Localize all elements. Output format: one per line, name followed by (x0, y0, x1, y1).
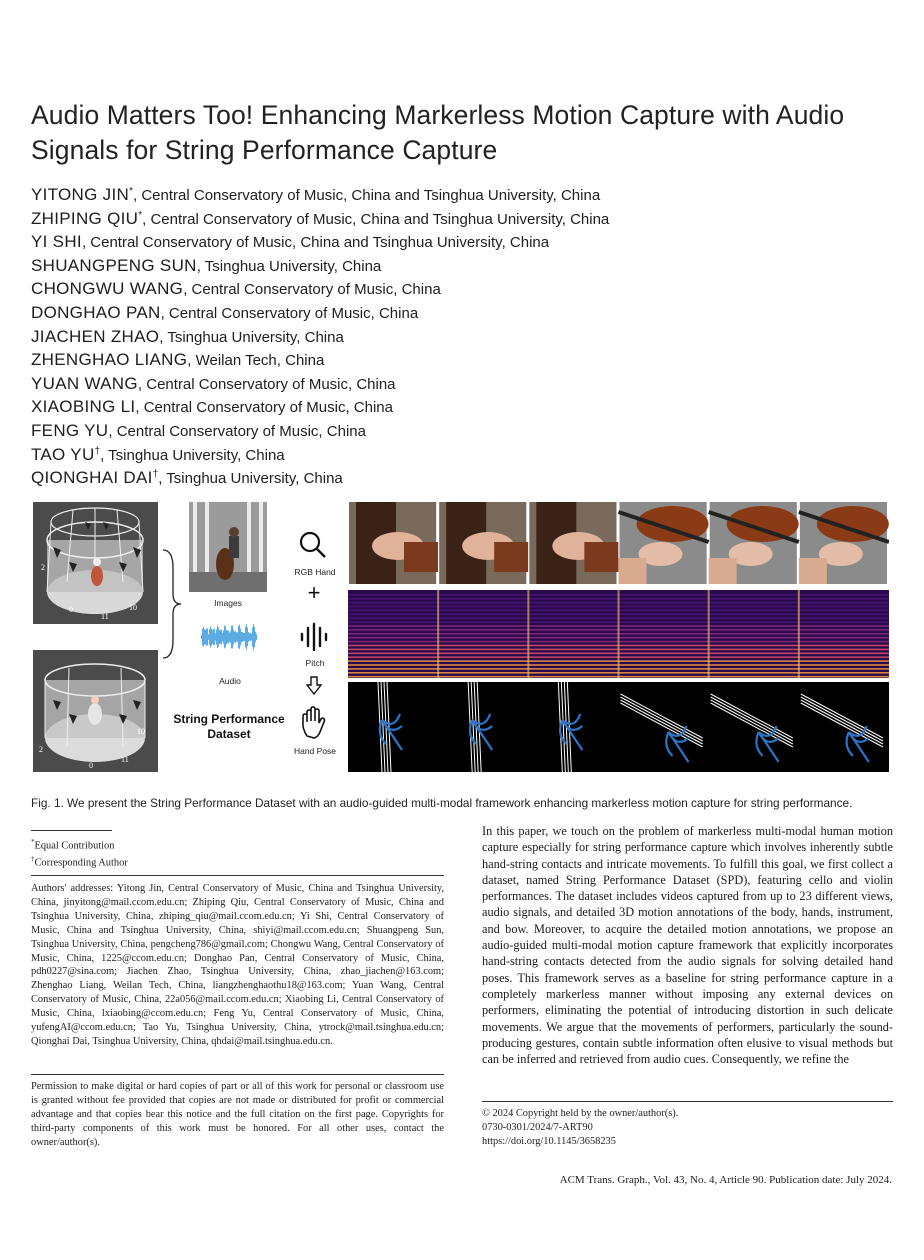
author-entry (31, 392, 911, 416)
issn-line: 0730-0301/2024/7-ART90 (482, 1121, 593, 1133)
author-name: ZHENGHAO LIANG (31, 350, 188, 370)
audio-waveform (201, 612, 259, 662)
sound-wave-icon (299, 622, 329, 652)
abstract-body: In this paper, we touch on the problem of markerless multi-modal human motion capture especially for string performance capture which involves inherently subtle hand-string contacts and intricate movements. To fulfill this goal, we first collect a dataset, named String Performance Dataset (SPD), featuring cello and violin performances. The dataset includes videos captured from up to 23 different views, audio signals, and detailed 3D motion annotations of the body, hands, instrument, and bow. Moreover, to acquire the detailed motion annotations, we propose an audio-guided multi-modal motion capture framework that explicitly incorporates hand-string contacts detected from the audio signals for solving detailed hand poses. This framework serves as a baseline for string performance capture in a completely markerless manner without imposing any external devices on performers, eliminating the potential of introducing distortion in such delicate movements. We argue that the movements of performers, particularly the sound-producing gestures, contain subtle information often elusive to visual methods but can be inferred and retrieved from audio cues. Consequently, we refine the (482, 824, 893, 1067)
dial-number: 0 (89, 761, 93, 770)
author-affiliation: , Central Conservatory of Music, China and Tsinghua University, China (142, 210, 610, 228)
author-name: ZHIPING QIU (31, 208, 139, 228)
rgb-hand-photo-strip (348, 502, 889, 584)
author-affiliation: , Central Conservatory of Music, China (183, 281, 441, 299)
hand-pose-frame (711, 694, 793, 762)
capture-dome-top-drawing (33, 502, 158, 624)
author-name: CHONGWU WANG (31, 279, 184, 299)
hand-pose-frame (558, 682, 582, 772)
footnote-rule (31, 830, 112, 831)
permission-notice: Permission to make digital or hard copies of part or all of this work for personal or classroom use is granted without fee provided that copies are not made or distributed for profit or commercial advantage and that copies bear this notice and the full citation on the first page. Copyrights for third-party components of this work must be honored. For all other uses, contact the owner/author(s). (31, 1081, 444, 1148)
figure-caption: Fig. 1. We present the String Performance Dataset with an audio-guided multi-modal framework enhancing markerless motion capture for string performance. (31, 796, 853, 810)
pitch-spectrogram (348, 590, 889, 678)
author-name: XIAOBING LI (31, 397, 136, 417)
dataset-label (163, 712, 295, 742)
rgb-hand-label: RGB Hand (294, 567, 336, 577)
author-entry (31, 345, 911, 369)
hand-pose-frame (378, 682, 402, 772)
copyright-rule (482, 1101, 893, 1102)
cellist-camera-image (189, 502, 267, 592)
author-entry (31, 463, 911, 487)
author-name: TAO YU (31, 444, 95, 464)
addresses-rule (31, 875, 444, 876)
corresponding-author-note: Corresponding Author (34, 857, 128, 869)
author-entry (31, 204, 911, 228)
dial-number: 11 (121, 755, 129, 764)
author-mark: * (129, 186, 133, 197)
author-affiliation: , Tsinghua University, China (100, 446, 285, 464)
images-label: Images (214, 598, 242, 608)
arrow-down-icon (305, 676, 323, 696)
author-name: JIACHEN ZHAO (31, 326, 160, 346)
dataset-label-line1: String Performance (173, 712, 285, 726)
authors-addresses: Authors' addresses: Yitong Jin, Central Conservatory of Music, China and Tsinghua University, China, jinyitong@mail.ccom.edu.cn; Zhiping Qiu, Central Conservatory of Music, China and Tsinghua University, China, zhiping_qiu@mail.ccom.edu.cn; Yi Shi, Central Conservatory of Music, China and Tsinghua University, China, shiyi@mail.ccom.edu.cn; Shuangpeng Sun, Tsinghua University, China, pengcheng786@gmail.com; Chongwu Wang, Central Conservatory of Music, China, 1225@ccom.edu.cn; Donghao Pan, Central Conservatory of Music, China, pdh0227@sina.com; Jiachen Zhao, Tsinghua University, China, zhao_jiachen@163.com; Zhenghao Liang, Weilan Tech, China, liangzhenghaothu18@163.com; Yuan Wang, Central Conservatory of Music, China, 22a056@mail.ccom.edu.cn; Xiaobing Li, Central Conservatory of Music, China, lxiaobing@ccom.edu.cn; Feng Yu, Central Conservatory of Music, China, yufengAI@ccom.edu.cn; Tao Yu, Tsinghua University, China, ytrock@mail.tsinghua.edu.cn; Qionghai Dai, Tsinghua University, China, qhdai@mail.tsinghua.edu.cn. (31, 883, 444, 1047)
author-affiliation: , Weilan Tech, China (187, 352, 325, 370)
author-mark: † (94, 445, 101, 457)
hand-pose-frame (801, 694, 883, 762)
corresponding-mark: † (31, 855, 35, 864)
author-affiliation: , Tsinghua University, China (158, 470, 343, 488)
author-affiliation: , Central Conservatory of Music, China and Tsinghua University, China (133, 187, 601, 204)
author-name: QIONGHAI DAI (31, 468, 153, 488)
hand-pose-frame (621, 694, 703, 762)
dial-number: 0 (69, 605, 73, 614)
hand-photo-frame (529, 502, 618, 584)
author-affiliation: , Central Conservatory of Music, China (108, 422, 366, 440)
author-entry (31, 274, 911, 298)
author-entry (31, 180, 911, 204)
dial-number: 11 (101, 612, 109, 621)
pitch-label: Pitch (305, 658, 325, 668)
author-list (31, 180, 911, 487)
doi-link[interactable]: https://doi.org/10.1145/3658235 (482, 1135, 616, 1147)
hand-pose-strip (348, 682, 889, 772)
hand-icon (299, 706, 329, 740)
hand-photo-frame (349, 502, 438, 584)
author-name: YI SHI (31, 232, 82, 252)
equal-contribution-note: Equal Contribution (34, 840, 115, 852)
capture-dome-bottom-drawing (33, 650, 158, 772)
permission-rule (31, 1074, 444, 1075)
hand-photo-frame (439, 502, 528, 584)
author-name: YITONG JIN (31, 185, 130, 204)
hand-photo-frame (799, 502, 889, 584)
author-affiliation: , Tsinghua University, China (196, 257, 382, 275)
plus-sign: + (307, 580, 321, 605)
hand-pose-label: Hand Pose (293, 746, 337, 756)
author-affiliation: , Central Conservatory of Music, China (137, 375, 396, 393)
author-entry (31, 251, 911, 275)
audio-label: Audio (219, 676, 241, 686)
hand-photo-frame (619, 502, 709, 584)
capture-dome-bottom-image (33, 650, 158, 772)
hand-photo-frame (709, 502, 799, 584)
paper-title: Audio Matters Too! Enhancing Markerless Motion Capture with Audio Signals for String Performance Capture (31, 100, 845, 165)
running-footer: ACM Trans. Graph., Vol. 43, No. 4, Article 90. Publication date: July 2024. (559, 1174, 892, 1186)
author-name: SHUANGPENG SUN (31, 255, 197, 275)
author-entry (31, 416, 911, 440)
author-affiliation: , Tsinghua University, China (159, 328, 344, 346)
equal-mark: * (31, 838, 35, 846)
author-affiliation: , Central Conservatory of Music, China and Tsinghua University, China (81, 234, 550, 252)
dial-number: 2 (39, 745, 43, 754)
author-affiliation: , Central Conservatory of Music, China (160, 304, 419, 322)
dial-number: 2 (41, 563, 45, 572)
dial-number: 10 (129, 603, 137, 612)
author-entry (31, 227, 911, 251)
author-name: YUAN WANG (31, 373, 138, 393)
author-mark: * (138, 209, 143, 221)
copyright-line: © 2024 Copyright held by the owner/author(s). (482, 1108, 679, 1119)
dataset-label-line2: Dataset (207, 727, 251, 741)
author-affiliation: , Central Conservatory of Music, China (135, 399, 393, 417)
bracket-shape (159, 548, 183, 660)
copyright-block (482, 1107, 893, 1149)
author-entry (31, 440, 911, 464)
author-entry (31, 369, 911, 393)
author-entry (31, 298, 911, 322)
author-mark: † (152, 469, 159, 481)
author-name: DONGHAO PAN (31, 302, 161, 322)
author-entry (31, 322, 911, 346)
figure-1 (33, 500, 891, 775)
footnotes (31, 836, 441, 871)
dial-number: 10 (137, 727, 145, 736)
capture-dome-top-image (33, 502, 158, 624)
search-icon (298, 530, 328, 560)
hand-pose-frame (468, 682, 492, 772)
author-name: FENG YU (31, 420, 109, 440)
